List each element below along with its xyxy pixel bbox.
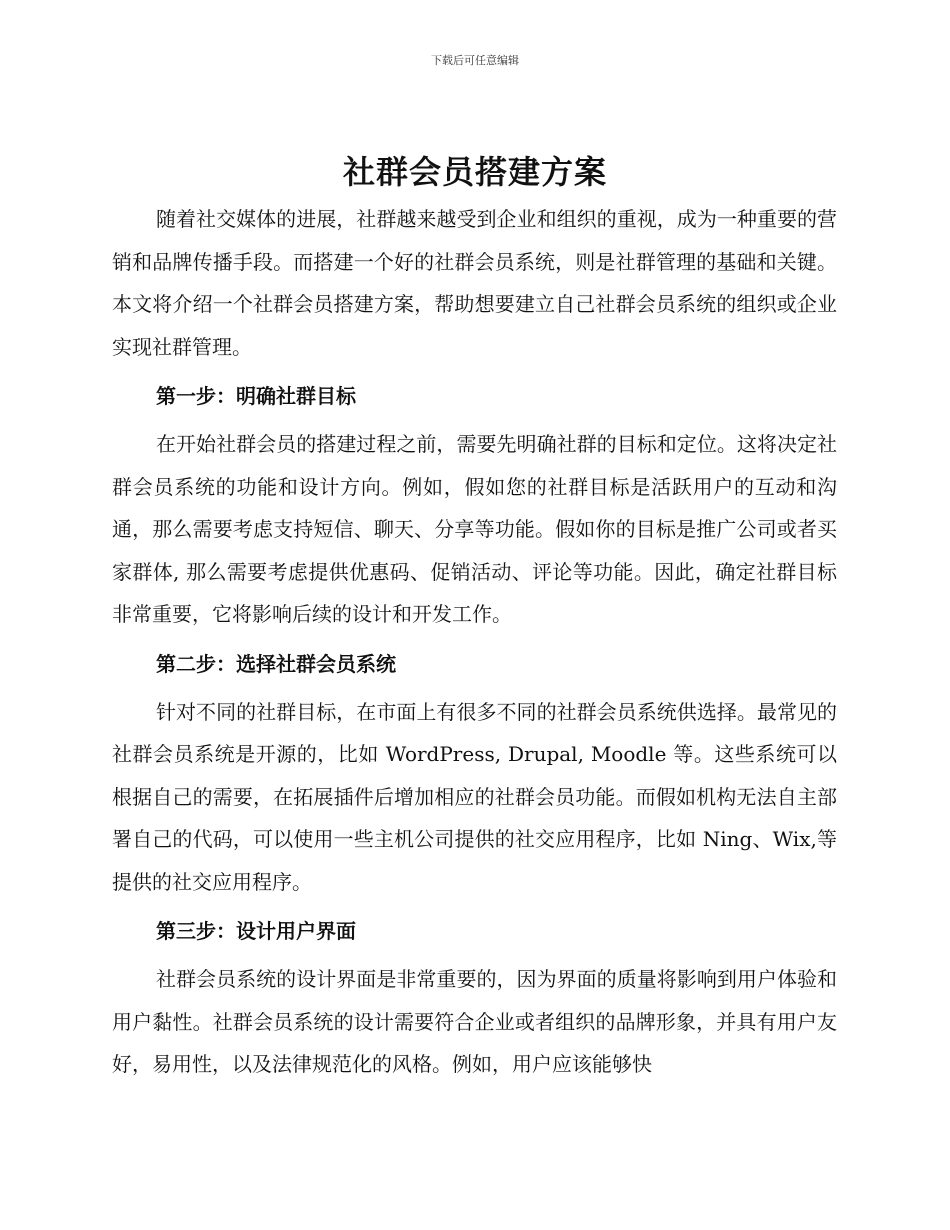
section-heading-3: 第三步：设计用户界面 xyxy=(156,919,356,943)
intro-paragraph: 随着社交媒体的进展，社群越来越受到企业和组织的重视，成为一种重要的营销和品牌传播手段。而搭建一个好的社群会员系统，则是社群管理的基础和关键。本文将介绍一个社群会员搭建方案，帮助想要建立自己社群会员系统的组织或企业实现社群管理。 xyxy=(112,207,837,359)
section-paragraph-1: 在开始社群会员的搭建过程之前，需要先明确社群的目标和定位。这将决定社群会员系统的功能和设计方向。例如，假如您的社群目标是活跃用户的互动和沟通，那么需要考虑支持短信、聊天、分享等功能。假如你的目标是推广公司或者买家群体, 那么需要考虑提供优惠码、促销活动、评论等功能。因此，确定社群目标非常重要，它将影响后续的设计和开发工作。 xyxy=(112,432,837,626)
section-heading-1: 第一步：明确社群目标 xyxy=(156,384,356,408)
document-body xyxy=(112,198,837,1086)
section-paragraph-2: 针对不同的社群目标，在市面上有很多不同的社群会员系统供选择。最常见的社群会员系统是开源的，比如 WordPress, Drupal, Moodle 等。这些系统可以根据自己的需要，在拓展插件后增加相应的社群会员功能。而假如机构无法自主部署自己的代码，可以使用一些主机公司提供的社交应用程序，比如 Ning、Wix,等提供的社交应用程序。 xyxy=(112,699,837,894)
section-paragraph-3: 社群会员系统的设计界面是非常重要的，因为界面的质量将影响到用户体验和用户黏性。社群会员系统的设计需要符合企业或者组织的品牌形象，并具有用户友好，易用性，以及法律规范化的风格。例如，用户应该能够快 xyxy=(112,967,837,1076)
page-header: 下载后可任意编辑 xyxy=(431,54,519,67)
section-heading-2: 第二步：选择社群会员系统 xyxy=(156,651,396,676)
document-title: 社群会员搭建方案 xyxy=(342,153,607,191)
